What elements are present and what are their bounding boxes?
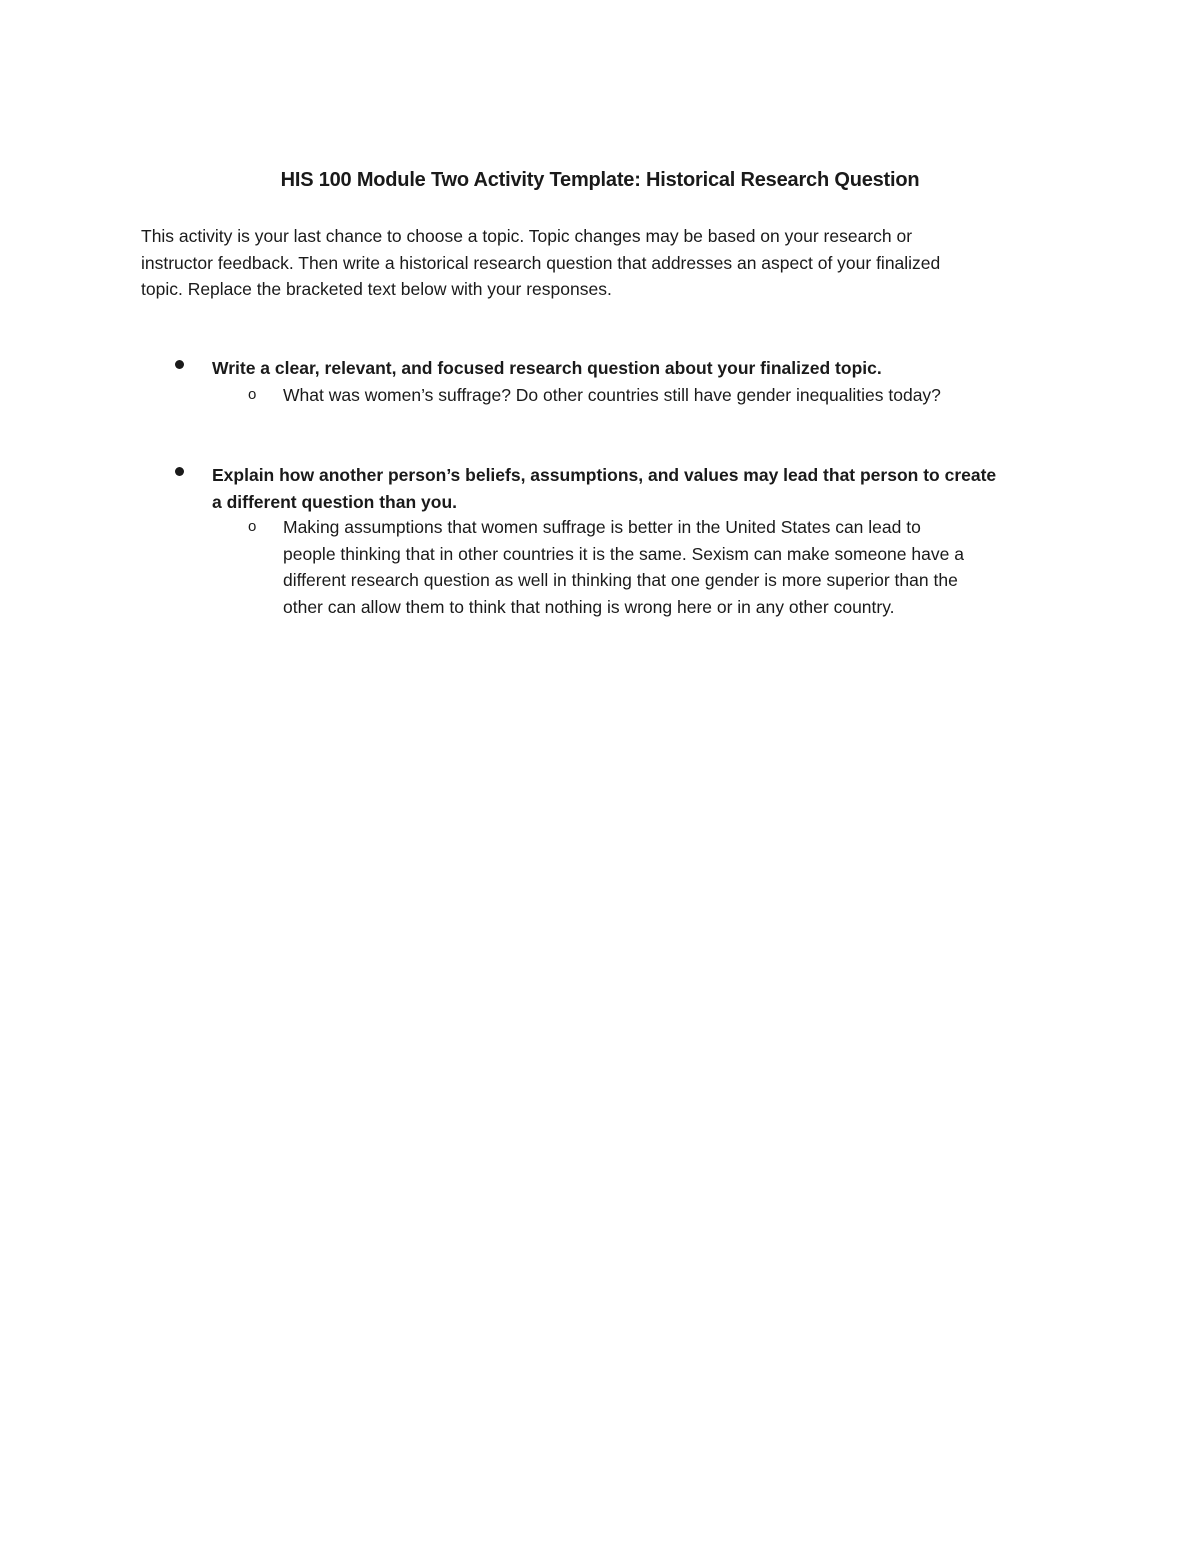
prompt-line: a different question than you.	[212, 491, 458, 512]
bullet-prompt-2	[212, 462, 1072, 515]
prompt-line: Write a clear, relevant, and focused research question about your finalized topic.	[212, 358, 882, 378]
intro-line: topic. Replace the bracketed text below with your responses.	[141, 279, 612, 299]
bullet-response-1	[248, 382, 1083, 409]
response-line: people thinking that in other countries it is the same. Sexism can make someone have a	[283, 543, 964, 564]
page-title: HIS 100 Module Two Activity Template: Historical Research Question	[280, 169, 920, 191]
bullet-dot-icon	[175, 467, 184, 476]
intro-line: instructor feedback. Then write a historical research question that addresses an aspect of your finalized	[141, 252, 941, 273]
prompt-line: Explain how another person’s beliefs, assumptions, and values may lead that person to create	[212, 465, 997, 485]
bullet-response-2	[248, 514, 1083, 620]
intro-line: This activity is your last chance to choose a topic. Topic changes may be based on your research or	[141, 226, 913, 246]
response-line: What was women’s suffrage? Do other countries still have gender inequalities today?	[283, 385, 941, 405]
intro-paragraph	[141, 223, 1061, 303]
sub-bullet-marker: o	[248, 386, 257, 403]
sub-bullet-marker: o	[248, 518, 257, 535]
response-line: other can allow them to think that nothing is wrong here or in any other country.	[283, 596, 895, 617]
bullet-prompt-1	[212, 355, 1072, 382]
bullet-dot-icon	[175, 360, 184, 369]
response-line: different research question as well in thinking that one gender is more superior than the	[283, 570, 958, 590]
response-line: Making assumptions that women suffrage is better in the United States can lead to	[283, 517, 921, 537]
